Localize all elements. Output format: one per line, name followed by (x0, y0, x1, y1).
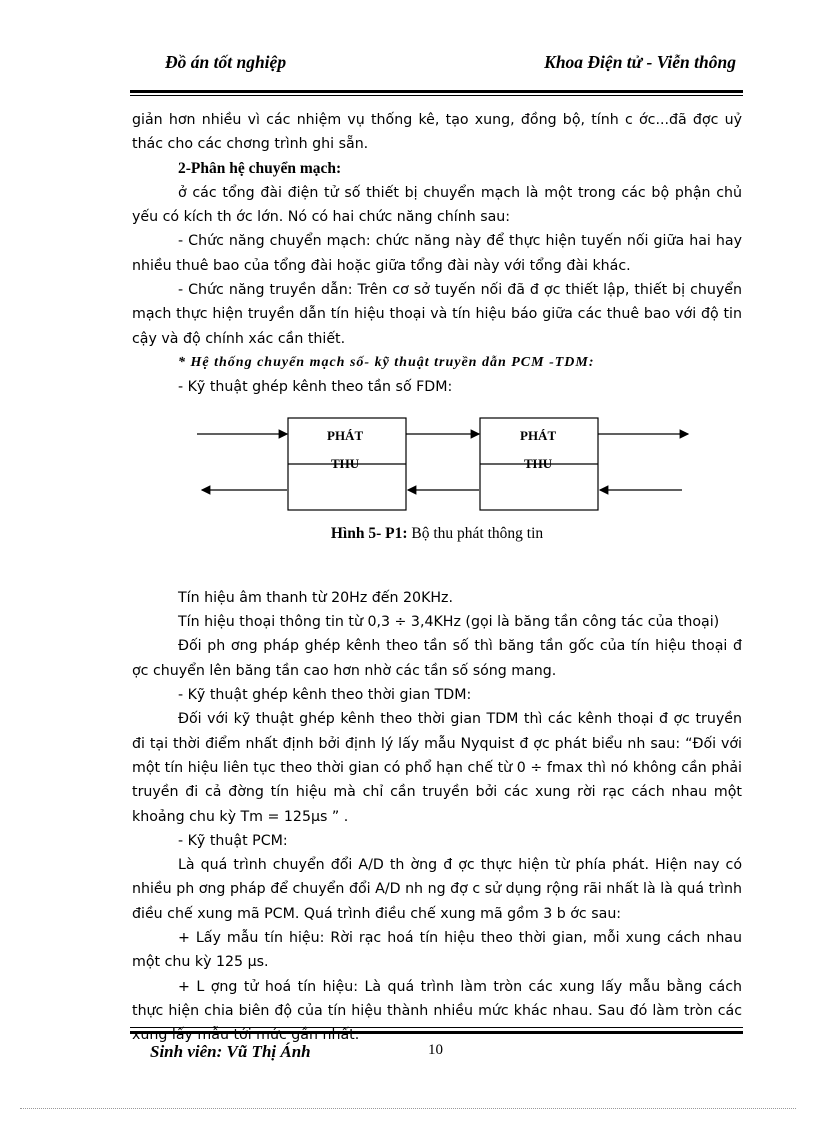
header-right-title: Khoa Điện tử - Viễn thông (544, 52, 736, 72)
box-2-bottom-label: THU (524, 455, 553, 471)
diagram-svg (132, 410, 742, 520)
figure-caption (132, 522, 742, 546)
paragraph-14: + Lấy mẫu tín hiệu: Rời rạc hoá tín hiệu theo thời gian, mỗi xung cách nhau một chu kỳ 125 µs. (132, 930, 742, 971)
footer-page-number: 10 (428, 1042, 443, 1058)
paragraph-4: - Chức năng truyền dẫn: Trên cơ sở tuyến nối đã đ ợc thiết lập, thiết bị chuyển mạch thực hiện truyền dẫn tín hiệu thoại và tín hiệu báo giữa các thuê bao với độ tin cậy và độ chính xác cần thiết. (132, 282, 742, 347)
paragraph-2: ở các tổng đài điện tử số thiết bị chuyển mạch là một trong các bộ phận chủ yếu có kích th ớc lớn. Nó có hai chức năng chính sau: (132, 184, 742, 226)
paragraph-9: Đối ph ơng pháp ghép kênh theo tần số thì băng tần gốc của tín hiệu thoại đ ợc chuyển lên băng tần cao hơn nhờ các tần số sóng mang. (132, 638, 742, 679)
paragraph-10: - Kỹ thuật ghép kênh theo thời gian TDM: (178, 687, 472, 704)
page-body (132, 108, 742, 1048)
paragraph-15: + L ợng tử hoá tín hiệu: Là quá trình làm tròn các xung lấy mẫu bằng cách thực hiện chia biên độ của tín hiệu thành nhiều mức khác nhau. Sau đó làm tròn các xung lấy mẫu tới mức gần nhất. (132, 978, 742, 1044)
box-1-top-label: PHÁT (327, 427, 364, 443)
header-left-title: Đồ án tốt nghiệp (165, 52, 287, 72)
caption-label: Hình 5- P1: (330, 524, 408, 542)
paragraph-5-italic: * Hệ thống chuyển mạch số- kỹ thuật truyền dẫn PCM -TDM: (178, 354, 595, 370)
box-2-top-label: PHÁT (520, 427, 557, 443)
paragraph-8: Tín hiệu thoại thông tin từ 0,3 ÷ 3,4KHz (gọi là băng tần công tác của thoại) (178, 614, 720, 631)
paragraph-3: - Chức năng chuyển mạch: chức năng này để thực hiện tuyến nối giữa hai hay nhiều thuê bao của tổng đài hoặc giữa tổng đài này với tổng đài khác. (132, 233, 742, 274)
footer-student-name: Sinh viên: Vũ Thị Ánh (150, 1042, 311, 1061)
paragraph-12: - Kỹ thuật PCM: (178, 832, 288, 849)
paragraph-1: giản hơn nhiều vì các nhiệm vụ thống kê, tạo xung, đồng bộ, tính c ớc...đã đợc uỷ thác cho các chơng trình ghi sẵn. (132, 112, 742, 153)
paragraph-7: Tín hiệu âm thanh từ 20Hz đến 20KHz. (178, 589, 454, 606)
paragraph-13: Là quá trình chuyển đổi A/D th ờng đ ợc thực hiện từ phía phát. Hiện nay có nhiều ph ơng pháp để chuyển đổi A/D nh ng đợ c sử dụng rộng rãi nhất là là quá trình điều chế xung mã PCM. Quá trình điều chế xung mã gồm 3 b ớc sau: (132, 857, 742, 922)
page-bottom-dotted-line (20, 1108, 796, 1109)
box-1-bottom-label: THU (331, 455, 360, 471)
header-rule-thin (130, 95, 743, 96)
header-rule-thick (130, 90, 743, 93)
footer-rule-thin (130, 1027, 743, 1028)
caption-text: Bộ thu phát thông tin (407, 524, 544, 542)
footer-rule-thick (130, 1031, 743, 1034)
transceiver-diagram (132, 410, 742, 520)
paragraph-6: - Kỹ thuật ghép kênh theo tần số FDM: (178, 379, 453, 396)
paragraph-11: Đối với kỹ thuật ghép kênh theo thời gian TDM thì các kênh thoại đ ợc truyền đi tại thời điểm nhất định bởi định lý lấy mẫu Nyquist đ ợc phát biểu nh sau: “Đối với một tín hiệu liên tục theo thời gian có phổ hạn chế từ 0 ÷ fmax thì nó không cần phải truyền đi cả đờng tín hiệu mà chỉ cần truyền bởi các xung rời rạc cách nhau một khoảng chu kỳ Tm = 125µs ” . (132, 711, 742, 825)
section-heading: 2-Phân hệ chuyển mạch: (178, 159, 342, 177)
